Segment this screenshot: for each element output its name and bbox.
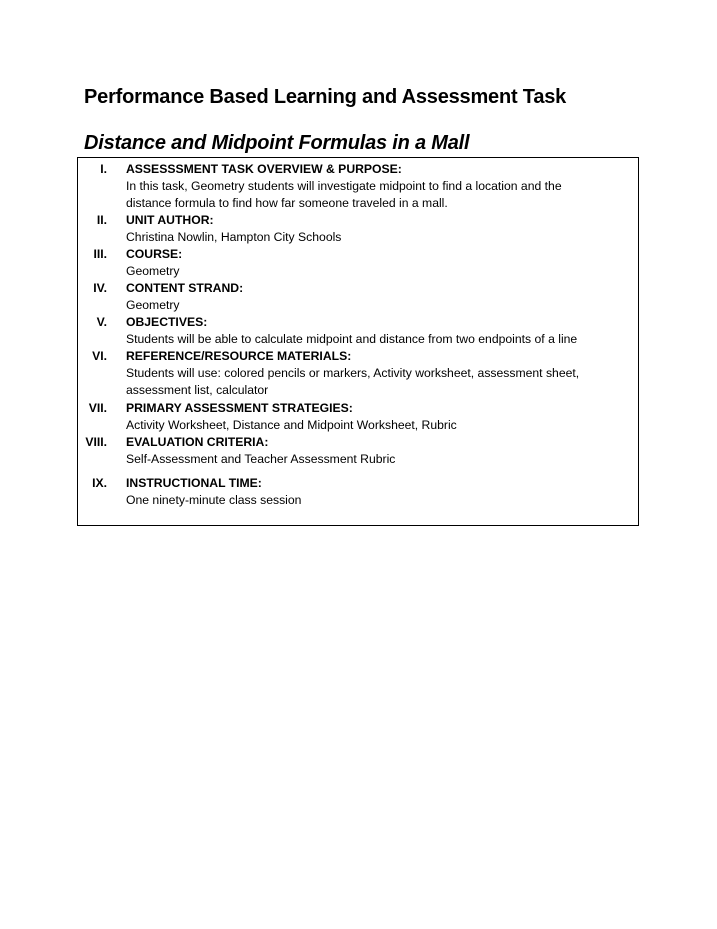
section-body <box>126 331 626 348</box>
section-body <box>126 451 626 468</box>
body-line: Students will use: colored pencils or markers, Activity worksheet, assessment sheet, <box>126 366 580 380</box>
section-numeral: IV. <box>93 281 107 295</box>
section-heading: ASSESSSMENT TASK OVERVIEW & PURPOSE: <box>126 162 402 176</box>
section-heading: EVALUATION CRITERIA: <box>126 435 269 449</box>
section-heading: PRIMARY ASSESSMENT STRATEGIES: <box>126 401 353 415</box>
body-line: Self-Assessment and Teacher Assessment Rubric <box>126 452 396 466</box>
section-numeral: VII. <box>88 401 107 415</box>
section-body <box>126 297 626 314</box>
section-heading: OBJECTIVES: <box>126 315 208 329</box>
section-numeral: II. <box>96 213 107 227</box>
body-line: One ninety-minute class session <box>126 493 302 507</box>
section-numeral: VI. <box>92 349 107 363</box>
section-heading: UNIT AUTHOR: <box>126 213 214 227</box>
body-line: assessment list, calculator <box>126 383 269 397</box>
section-body <box>126 229 626 246</box>
section-numeral: I. <box>100 162 107 176</box>
section-body <box>126 365 626 399</box>
section-heading: CONTENT STRAND: <box>126 281 244 295</box>
task-overview-box <box>77 157 639 526</box>
section-body <box>126 263 626 280</box>
section-body <box>126 492 626 509</box>
section-numeral: VIII. <box>85 435 107 449</box>
page-title: Performance Based Learning and Assessment Task <box>84 86 567 108</box>
section-heading: COURSE: <box>126 247 183 261</box>
body-line: Students will be able to calculate midpoint and distance from two endpoints of a line <box>126 332 578 346</box>
body-line: Activity Worksheet, Distance and Midpoint Worksheet, Rubric <box>126 418 457 432</box>
section-numeral: III. <box>93 247 107 261</box>
section-body <box>126 178 626 212</box>
document-subtitle: Distance and Midpoint Formulas in a Mall <box>84 132 470 154</box>
body-line: distance formula to find how far someone traveled in a mall. <box>126 196 448 210</box>
section-heading: REFERENCE/RESOURCE MATERIALS: <box>126 349 352 363</box>
body-line: Geometry <box>126 264 180 278</box>
section-body <box>126 417 626 434</box>
body-line: In this task, Geometry students will investigate midpoint to find a location and the <box>126 179 562 193</box>
section-heading: INSTRUCTIONAL TIME: <box>126 476 262 490</box>
section-numeral: IX. <box>92 476 107 490</box>
body-line: Christina Nowlin, Hampton City Schools <box>126 230 342 244</box>
body-line: Geometry <box>126 298 180 312</box>
section-numeral: V. <box>96 315 107 329</box>
